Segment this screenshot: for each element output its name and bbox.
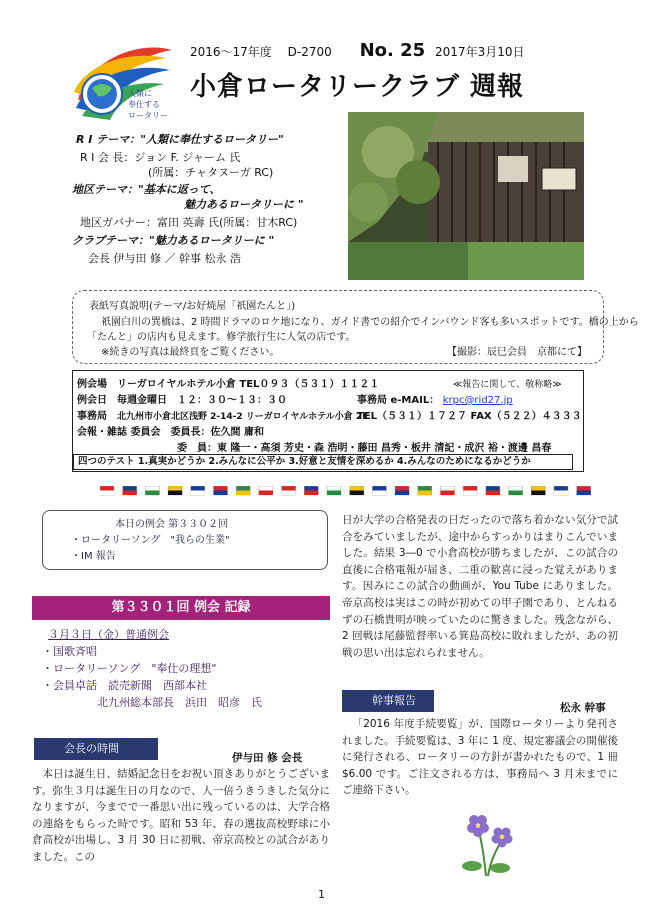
logo-text-2: 奉仕する	[128, 100, 160, 109]
office-address: 北九州市小倉北区浅野 2-14-2 リーガロイヤルホテル小倉 2F	[117, 412, 369, 422]
themes-block	[72, 132, 344, 266]
ri-president-club: (所属：チャタヌーガ RC)	[148, 166, 274, 179]
committee-chair: 委員長：佐久間 庸和	[170, 427, 264, 438]
committee-label: 会報・雑誌 委員会	[77, 427, 161, 438]
issue-number	[360, 40, 426, 61]
flag-icon	[304, 486, 318, 495]
program-title: 本日の例会 第３３０２回	[115, 519, 229, 530]
district-theme-2: 魅力あるロータリーに "	[184, 198, 304, 211]
flag-icon	[372, 486, 386, 495]
report-note: ≪報告に関して、敬称略≫	[453, 380, 562, 390]
secretary-text: 「2016 年度手続要覧」が、国際ロータリーより発刊されました。手続要覧は、3 年に 1 度、規定審議会の開催後に発行される、ロータリーの方針が書かれたもので、1 冊$6.00 です。ご注文される方は、事務局へ 3 月末までにご連絡下さい。	[342, 718, 618, 797]
logo-text-1: 人類に	[128, 89, 152, 98]
page-number: 1	[318, 888, 325, 901]
flag-icon	[236, 486, 250, 495]
president-text-continued: 日が大学の合格発表の日だったので落ち着かない気分で試合をみていましたが、途中からすっかりはまりこんでいました。結果 3―0 で小倉高校が勝ちましたが、この試合の直後に合格電報が届き、二重の歓喜に浸った覚えがあります。因みにこの試合の動画が、You Tube にありました。帝京高校は実はこの時が初めての甲子園であり、とんねるずの石橋貴明が映っていたのに驚きました。残念ながら、2 回戦は尾藤監督率いる箕島高校に敗れましたが、あの初戦の思い出は忘れられません。	[342, 514, 618, 659]
flag-icon	[282, 486, 296, 495]
flag-icon	[191, 486, 205, 495]
club-theme-label: クラブテーマ：	[72, 234, 149, 247]
meeting-item: ・国歌斉唱	[42, 645, 97, 658]
flag-icon	[441, 486, 455, 495]
photo-credit: 【撮影：辰巳会員 京都にて】	[447, 347, 587, 358]
club-theme: "魅力あるロータリーに "	[149, 234, 275, 247]
flag-icon	[395, 486, 409, 495]
flag-icon	[100, 486, 114, 495]
issue-number-value: 25	[400, 40, 426, 61]
meeting-date: ３月３日（金）普通例会	[48, 628, 169, 641]
four-way-test: 四つのテスト 1.真実かどうか 2.みんなに公平か 3.好意と友情を深めるか 4.みんなのためになるかどうか	[73, 454, 573, 470]
photo-caption-line-1: 祇園白川の巽橋は、2 時間ドラマのロケ地になり、ガイド書での紹介でインバウンド客も多いスポットです。橋の上から	[101, 317, 639, 328]
office-label: 事務局	[77, 411, 107, 422]
district-theme-label: 地区テーマ：	[72, 183, 138, 196]
flag-icon	[214, 486, 228, 495]
fiscal-year: 2016～17年度	[190, 45, 272, 59]
club-info-box	[72, 370, 584, 472]
meeting-record-header: 第３３０１回 例会 記録	[32, 596, 330, 620]
ri-president-label: R I 会 長：	[80, 151, 135, 164]
flag-icon	[509, 486, 523, 495]
officers: 会長 伊与田 修 ／ 幹事 松永 浩	[88, 252, 241, 265]
office-email-label: 事務局 e-MAIL：	[357, 395, 440, 406]
flag-icon	[531, 486, 545, 495]
meeting-item: ・ロータリーソング "奉仕の理想"	[42, 662, 217, 675]
cover-photo	[348, 112, 584, 280]
committee-members: 東 隆一・高須 芳史・森 浩明・藤田 昌秀・板井 清記・成沢 裕・渡邊 昌春	[217, 443, 552, 454]
secretary-section-header: 幹事報告	[342, 690, 434, 712]
flag-icon	[418, 486, 432, 495]
flag-icon	[350, 486, 364, 495]
issue-date: 2017年3月10日	[435, 45, 525, 59]
ri-theme-label: R I テーマ：	[76, 133, 141, 146]
flag-icon	[577, 486, 591, 495]
program-item: ・ロータリーソング "我らの生業"	[71, 535, 230, 546]
photo-caption-title: 表紙写真説明(テーマ/お好焼屋「祇園たんと」)	[89, 301, 296, 312]
flag-icon	[123, 486, 137, 495]
todays-program-box	[42, 510, 328, 570]
secretary-signature: 松永 幹事	[560, 702, 606, 714]
violet-flower-illustration	[458, 806, 514, 880]
flag-icon	[168, 486, 182, 495]
venue-label: 例会場	[77, 379, 107, 390]
governor-label: 地区ガバナー：	[80, 216, 157, 229]
meeting-day: 毎週金曜日 １２：３０～１３：３０	[117, 395, 287, 406]
ri-president: ジョン F. ジャーム 氏	[134, 151, 241, 164]
president-signature: 伊与田 修 会長	[232, 752, 303, 764]
district-theme-1: "基本に返って、	[138, 183, 221, 196]
photo-caption-line-3: ※続きの写真は最終頁をご覧ください。	[101, 347, 280, 358]
ri-theme: "人類に奉仕するロータリー"	[140, 133, 284, 146]
meeting-item: ・会員卓話 読売新聞 西部本社	[42, 679, 207, 692]
rotary-logo	[68, 40, 180, 128]
flag-icon	[486, 486, 500, 495]
meeting-record-list	[42, 626, 262, 711]
flag-icon	[327, 486, 341, 495]
program-item: ・IM 報告	[71, 551, 116, 562]
club-title: 小倉ロータリークラブ 週報	[190, 72, 525, 102]
office-email-link[interactable]: krpc@rid27.jp	[442, 395, 513, 406]
photo-caption-line-2: 「たんと」の店内も見えます。修学旅行生に人気の店です。	[87, 332, 356, 343]
meeting-item: 北九州総本部長 浜田 昭彦 氏	[42, 696, 262, 709]
meeting-day-label: 例会日	[77, 395, 107, 406]
flag-icon	[554, 486, 568, 495]
flags-strip	[100, 481, 600, 491]
district-code: D-2700	[287, 45, 332, 59]
office-phone: TEL（５３１）１７２７ FAX（５２２）４３３３	[357, 411, 582, 422]
committee-members-label: 委 員：	[177, 443, 217, 454]
logo-text-3: ロータリー	[128, 111, 168, 120]
flag-icon	[145, 486, 159, 495]
photo-caption-box	[72, 290, 639, 364]
governor: 富田 英壽 氏(所属：甘木RC)	[157, 216, 298, 229]
venue: リーガロイヤルホテル小倉 TEL０９３（５３１）１１２１	[117, 379, 380, 390]
flag-icon	[259, 486, 273, 495]
president-text: 本日は誕生日、結婚記念日をお祝い頂きありがとうございます。弥生３月は誕生日の月なので、人一倍うきうきした気分になりますが、今までで一番思い出に残っているのは、大学合格の連絡をもらった時です。昭和 53 年、春の選抜高校野球に小倉高校が出場し、3 月 30 日に初戦、帝京高校との試合がありました。この	[32, 768, 330, 863]
issue-prefix: No.	[359, 40, 394, 61]
president-section-header: 会長の時間	[34, 738, 158, 760]
flag-icon	[463, 486, 477, 495]
issue-meta	[190, 40, 524, 61]
